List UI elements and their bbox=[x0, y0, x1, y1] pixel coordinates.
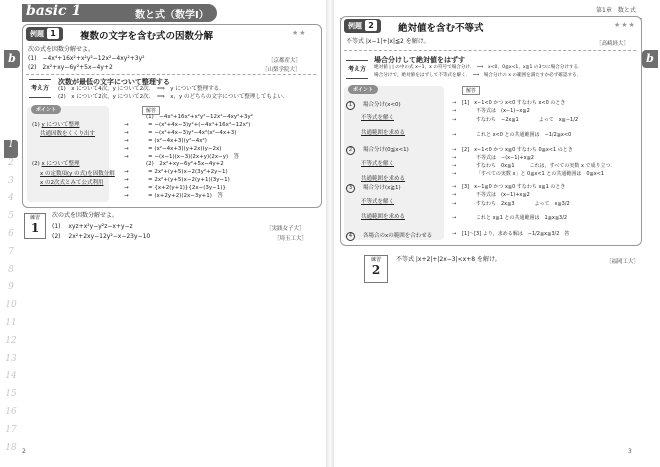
example-2-title: 絶対値を含む不等式 bbox=[398, 23, 484, 34]
side-number: 9 bbox=[8, 282, 14, 293]
solution-line: [3] x−1≧0 かつ x≧0 すなわち x≧1 のとき bbox=[462, 184, 566, 190]
approach-line: (1) x について4次，y について2次． ⟹ y について整理する． bbox=[58, 86, 225, 92]
solution-row bbox=[124, 154, 239, 162]
side-number: 15 bbox=[5, 389, 17, 400]
solution-row bbox=[452, 192, 530, 200]
side-number: 5 bbox=[8, 211, 14, 222]
side-number: 10 bbox=[5, 300, 17, 311]
problem-no: (1) bbox=[52, 223, 61, 230]
point-text: 場合分け(x≧1) bbox=[363, 185, 401, 191]
point-item bbox=[346, 101, 401, 110]
arrow-icon: → bbox=[452, 215, 457, 221]
example-tag-label: 例題 bbox=[30, 30, 44, 38]
problem-source: ［高崎経大］ bbox=[596, 41, 630, 47]
solution-line: = (x+2y+2)(2x−3y+1) 答 bbox=[148, 193, 223, 199]
arrow-icon: → bbox=[452, 192, 457, 198]
point-item bbox=[346, 232, 432, 241]
practice-problem bbox=[52, 233, 150, 241]
practice-number: 2 bbox=[371, 263, 381, 277]
side-tab-b: b bbox=[4, 50, 20, 68]
point-item bbox=[32, 122, 79, 130]
side-number: 3 bbox=[8, 175, 14, 186]
problem-expression: xyz+x²y−y²z−x+y−z bbox=[68, 223, 133, 230]
point-item bbox=[346, 146, 409, 155]
approach-heading: 場合分けして絶対値をはずす bbox=[374, 56, 465, 64]
solution-line: 不等式は (x−1)+x≦2 bbox=[476, 192, 530, 198]
example-1-tag bbox=[26, 27, 63, 41]
point-panel bbox=[27, 106, 109, 202]
problem-source: ［山梨学院大］ bbox=[262, 67, 301, 73]
solution-line: これと x≧1 との共通範囲は 1≦x≦3/2 bbox=[476, 215, 568, 221]
solution-line: [1] x−1<0 かつ x<0 すなわち x<0 のとき bbox=[462, 100, 566, 106]
solution-row bbox=[124, 146, 221, 154]
side-tab-b: b bbox=[642, 50, 658, 68]
solution-row bbox=[452, 100, 565, 108]
point-text: 共通範囲を求める bbox=[361, 214, 406, 220]
chapter-title: 数と式（数学Ⅰ） bbox=[135, 10, 209, 21]
side-number: 17 bbox=[5, 424, 17, 435]
solution-line: = (x²−4x+3)(y²−4x²) bbox=[148, 137, 207, 144]
point-no: (1) bbox=[32, 122, 40, 128]
point-text: 共通範囲を求める bbox=[361, 130, 406, 136]
practice-1-badge bbox=[24, 213, 46, 239]
problem-row bbox=[28, 55, 145, 63]
problem-source: ［京都産大］ bbox=[268, 58, 302, 64]
side-number: 11 bbox=[5, 317, 17, 328]
arrow-icon: → bbox=[124, 145, 129, 152]
arrow-icon: → bbox=[452, 231, 457, 237]
example-1-instruction: 次の式を因数分解せよ。 bbox=[28, 46, 95, 53]
point-text: 共通範囲を求める bbox=[361, 176, 406, 182]
point-number-badge: 3 bbox=[346, 184, 355, 193]
solution-row bbox=[452, 147, 573, 155]
arrow-icon: → bbox=[124, 137, 129, 144]
point-number-badge: 1 bbox=[346, 101, 355, 110]
side-number-list bbox=[4, 140, 18, 460]
solution-row bbox=[124, 122, 250, 130]
point-sub: x の2次式とみて公式利用 bbox=[40, 180, 104, 186]
arrow-icon: → bbox=[452, 117, 457, 123]
solution-row bbox=[452, 132, 571, 140]
side-number: 14 bbox=[5, 371, 17, 382]
example-1-title: 複数の文字を含む式の因数分解 bbox=[80, 31, 214, 42]
point-item bbox=[346, 161, 394, 169]
solution-line: = 2x²+(y+5)x−2(y+1)(3y−1) bbox=[148, 177, 230, 184]
solution-line: すなわち 2x≦3 よって x≦3/2 bbox=[476, 201, 570, 207]
solution-line: すなわち −2x≦1 よって x≧−1/2 bbox=[476, 117, 579, 123]
solution-row bbox=[452, 155, 534, 163]
basic-label: basic 1 bbox=[26, 3, 82, 19]
problem-source: ［埼玉工大］ bbox=[274, 236, 308, 242]
point-text: y について整理 bbox=[41, 122, 80, 128]
point-text: 不等式を解く bbox=[361, 115, 395, 121]
solution-row bbox=[124, 185, 226, 193]
solution-row bbox=[124, 130, 236, 138]
solution-row bbox=[452, 171, 604, 179]
practice-label: 練習 bbox=[29, 215, 40, 221]
approach-line: 絶対値 | | の中の式 x−1，x の符号で場合分け． ⟹ x<0，0≦x<1，x≧1 の3つに場合分けする． bbox=[374, 65, 583, 70]
point-text: 場合分け(0≦x<1) bbox=[363, 147, 409, 153]
solution-row bbox=[452, 215, 567, 223]
solution-row bbox=[124, 193, 223, 201]
example-number: 2 bbox=[365, 20, 377, 31]
arrow-icon: → bbox=[124, 129, 129, 136]
solution-row bbox=[146, 161, 224, 169]
point-item bbox=[346, 130, 405, 138]
side-number: 13 bbox=[5, 353, 17, 364]
side-number: 7 bbox=[8, 246, 14, 257]
solution-row bbox=[452, 184, 565, 192]
difficulty-stars: ★★ bbox=[292, 29, 307, 37]
solution-line: これと x<0 との共通範囲は −1/2≦x<0 bbox=[476, 132, 572, 138]
solution-row bbox=[146, 114, 253, 122]
page-number-left: 2 bbox=[22, 448, 26, 455]
solution-line: = {x+2(y+1)}{2x−(3y−1)} bbox=[148, 185, 226, 192]
practice-problem bbox=[52, 223, 133, 231]
problem-source: ［福岡工大］ bbox=[606, 259, 640, 265]
side-number: 6 bbox=[8, 228, 14, 239]
point-number-badge: 2 bbox=[346, 146, 355, 155]
difficulty-stars: ★★★ bbox=[614, 21, 636, 29]
point-text: 各場合のxの範囲を合わせる bbox=[363, 233, 433, 239]
side-number: 16 bbox=[5, 406, 17, 417]
solution-line: 不等式は −(x−1)+x≦2 bbox=[476, 155, 534, 161]
right-page bbox=[334, 0, 660, 467]
solution-lines bbox=[452, 0, 642, 240]
solution-row bbox=[452, 231, 569, 239]
solution-line: (2) 2x²+xy−6y²+5x−4y+2 bbox=[146, 161, 224, 168]
arrow-icon: → bbox=[124, 121, 129, 128]
arrow-icon: → bbox=[452, 108, 457, 114]
solution-row bbox=[452, 117, 578, 125]
page-number-right: 3 bbox=[628, 448, 632, 455]
side-number: 1 bbox=[4, 140, 18, 158]
point-text: x について整理 bbox=[41, 161, 80, 167]
solution-line: (1) −4x⁴+16x²+x²y²−12x²−4xy²+3y² bbox=[146, 114, 253, 120]
point-item bbox=[346, 184, 401, 193]
point-sub: x の定数項(y の式)を因数分解 bbox=[40, 171, 115, 177]
solution-row bbox=[124, 177, 230, 185]
point-item bbox=[346, 115, 394, 123]
approach-label: 考え方 bbox=[29, 79, 51, 98]
solution-line: 「すべての実数 x」と 0≦x<1 との共通範囲は 0≦x<1 bbox=[476, 171, 605, 177]
solution-row bbox=[452, 201, 570, 209]
practice-1-instruction: 次の式を因数分解せよ。 bbox=[52, 212, 119, 219]
problem-source: ［実践女子大］ bbox=[266, 226, 305, 232]
approach-line: (2) x について2次，y について2次． ⟹ x，y のどちらの文字について整理してもよい． bbox=[58, 94, 289, 100]
solution-row bbox=[452, 108, 530, 116]
solution-line: [1]〜[3] より，求める解は −1/2≦x≦3/2 答 bbox=[462, 231, 570, 237]
point-item bbox=[32, 161, 79, 169]
approach-label: 考え方 bbox=[346, 60, 368, 79]
practice-2-badge bbox=[364, 255, 388, 283]
practice-label: 練習 bbox=[370, 257, 381, 263]
arrow-icon: → bbox=[452, 100, 457, 106]
problem-no: (2) bbox=[52, 233, 61, 240]
point-item bbox=[346, 176, 405, 184]
point-item bbox=[346, 199, 394, 207]
problem-no: (2) bbox=[28, 64, 37, 71]
arrow-icon: → bbox=[452, 147, 457, 153]
practice-2-problem: 不等式 |x+2|+|2x−3|<x+8 を解け。 bbox=[396, 256, 501, 263]
point-item bbox=[346, 214, 405, 222]
point-text: 不等式を解く bbox=[361, 161, 395, 167]
divider bbox=[26, 74, 316, 75]
point-label: ポイント bbox=[31, 105, 61, 114]
arrow-icon: → bbox=[124, 177, 129, 184]
side-number: 18 bbox=[5, 442, 17, 453]
problem-row bbox=[28, 64, 113, 72]
point-text: 不等式を解く bbox=[361, 199, 395, 205]
example-2-problem: 不等式 |x−1|+|x|≦2 を解け。 bbox=[346, 38, 430, 45]
arrow-icon: → bbox=[452, 184, 457, 190]
book-gutter bbox=[326, 0, 334, 467]
solution-label: 解答 bbox=[142, 106, 160, 115]
arrow-icon: → bbox=[452, 171, 457, 177]
arrow-icon: → bbox=[124, 185, 129, 192]
solution-row bbox=[452, 163, 615, 171]
problem-expression: 2x²+2xy−12y²−x−23y−10 bbox=[68, 233, 151, 240]
solution-row bbox=[124, 169, 228, 177]
arrow-icon: → bbox=[452, 132, 457, 138]
point-items bbox=[346, 0, 446, 240]
arrow-icon: → bbox=[124, 169, 129, 176]
point-number-badge: 4 bbox=[346, 232, 355, 241]
arrow-icon: → bbox=[124, 193, 129, 199]
point-label: ポイント bbox=[348, 85, 378, 94]
side-number: 8 bbox=[8, 264, 14, 275]
approach-heading: 次数が最低の文字について整理する bbox=[58, 78, 170, 86]
arrow-icon: → bbox=[452, 163, 457, 169]
arrow-icon: → bbox=[452, 155, 457, 161]
side-number: 2 bbox=[8, 157, 14, 168]
problem-expression: 2x²+xy−6y²+5x−4y+2 bbox=[42, 64, 113, 71]
solution-row bbox=[124, 138, 207, 146]
solution-line: = −(x²+4x−3)y²−4x²(x²−4x+3) bbox=[148, 129, 237, 136]
point-text: 場合分け(x<0) bbox=[363, 102, 401, 108]
solution-label: 解答 bbox=[462, 86, 480, 95]
solution-line: [2] x−1<0 かつ x≧0 すなわち 0≦x<1 のとき bbox=[462, 147, 573, 153]
example-number: 1 bbox=[47, 28, 59, 39]
arrow-icon: → bbox=[452, 201, 457, 207]
approach-line: 場合分けで，絶対値をはずして不等式を解く． ⟹ 場合分けの x の範囲を満たすか必ず確認する． bbox=[374, 73, 582, 78]
solution-line: = (x²−4x+3)(y+2x)(y−2x) bbox=[148, 145, 222, 152]
example-tag-label: 例題 bbox=[348, 22, 362, 30]
solution-line: = 2x²+(y+5)x−2(3y²+2y−1) bbox=[148, 169, 228, 176]
arrow-icon: → bbox=[124, 153, 129, 160]
solution-line: 不等式は (x−1)−x≦2 bbox=[476, 108, 530, 114]
running-header: 第1章 数と式 bbox=[596, 7, 636, 14]
solution-line: = −(x²+4x−3)y²+(−4x⁴+16x³−12x²) bbox=[148, 121, 251, 128]
side-number: 12 bbox=[5, 335, 17, 346]
problem-no: (1) bbox=[28, 55, 37, 62]
point-sub: 共通因数をくくり出す bbox=[40, 131, 96, 137]
side-number: 4 bbox=[8, 193, 14, 204]
practice-number: 1 bbox=[30, 221, 40, 235]
left-page bbox=[0, 0, 326, 467]
point-no: (2) bbox=[32, 161, 40, 167]
problem-expression: −4x⁴+16x²+x²y²−12x²−4xy²+3y² bbox=[42, 55, 145, 62]
solution-line: すなわち 0x≦1 これは，すべての実数 x で成り立つ． bbox=[476, 163, 616, 169]
solution-line: = −(x−1)(x−3)(2x+y)(2x−y) 答 bbox=[148, 153, 240, 160]
